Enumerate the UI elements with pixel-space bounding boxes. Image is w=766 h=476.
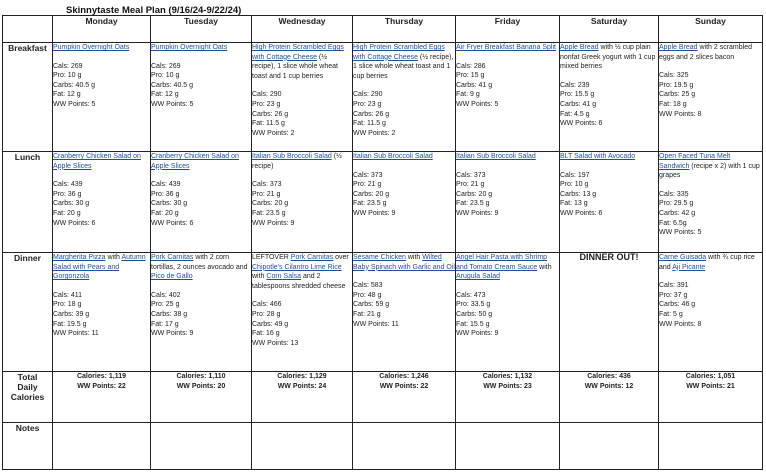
spacer: [151, 53, 251, 62]
meal-cell: [353, 152, 456, 253]
notes-cell[interactable]: [560, 423, 659, 470]
protein-value: Pro: 15 g: [456, 72, 485, 80]
total-ww-points: WW Points: 22: [379, 383, 429, 390]
spacer: [353, 272, 455, 281]
recipe-link[interactable]: Italian Sub Broccoli Salad: [353, 153, 433, 160]
calories-value: Cals: 373: [353, 171, 383, 179]
carbs-value: Carbs: 20 g: [353, 190, 390, 198]
carbs-value: Carbs: 40.5 g: [151, 81, 194, 89]
fat-value: Fat: 19.5 g: [53, 320, 87, 328]
spacer: [560, 162, 658, 171]
totals-cell: [456, 372, 560, 423]
totals-label-line: Calories: [10, 392, 45, 402]
notes-cell[interactable]: [659, 423, 763, 470]
carbs-value: Carbs: 38 g: [151, 310, 188, 318]
meal-description: [456, 43, 559, 53]
meal-cell: [151, 152, 252, 253]
calories-value: Cals: 583: [353, 282, 383, 290]
calories-value: Cals: 290: [353, 91, 383, 99]
protein-value: Pro: 21 g: [353, 181, 382, 189]
protein-value: Pro: 23 g: [252, 100, 281, 108]
row-label-notes: Notes: [3, 423, 53, 470]
meal-cell: [659, 152, 763, 253]
meal-note: LEFTOVER: [252, 254, 291, 261]
protein-value: Pro: 36 g: [151, 190, 180, 198]
calories-value: Cals: 439: [151, 181, 181, 189]
carbs-value: Carbs: 40.5 g: [53, 81, 96, 89]
fat-value: Fat: 17 g: [151, 320, 179, 328]
recipe-link[interactable]: BLT Salad with Avocado: [560, 153, 636, 160]
recipe-link[interactable]: Corn Salsa: [266, 273, 302, 281]
row-label-totals: [3, 372, 53, 423]
fat-value: Fat: 21 g: [353, 310, 381, 318]
spacer: [151, 171, 251, 180]
meal-description: [53, 253, 150, 282]
fat-value: Fat: 11.5 g: [252, 120, 285, 128]
ww-points-value: WW Points: 9: [353, 209, 396, 217]
meal-note: with 2 corn tortillas, 2 ounces avocado and: [151, 254, 248, 271]
fat-value: Fat: 6.5g: [659, 219, 687, 227]
protein-value: Pro: 15.5 g: [560, 91, 595, 99]
corner-cell: [3, 16, 53, 43]
ww-points-value: WW Points: 6: [560, 209, 603, 217]
meal-description: [456, 152, 559, 162]
recipe-link[interactable]: Cranberry Chicken Salad on Apple Slices: [151, 153, 239, 170]
recipe-link[interactable]: Chipotle's Cilantro Lime Rice: [252, 263, 342, 271]
ww-points-value: WW Points: 9: [151, 330, 194, 338]
ww-points-value: WW Points: 6: [151, 219, 194, 227]
recipe-link[interactable]: Aji Picante: [672, 263, 706, 271]
meal-description: [151, 152, 251, 171]
meal-cell: [151, 43, 252, 152]
notes-cell[interactable]: [252, 423, 353, 470]
recipe-link[interactable]: Pumpkin Overnight Oats: [53, 44, 130, 51]
carbs-value: Carbs: 49 g: [252, 320, 289, 328]
meal-description: [53, 152, 150, 171]
meal-description: [560, 152, 658, 162]
meal-cell: [252, 152, 353, 253]
meal-description: [659, 152, 762, 181]
meal-cell: [252, 253, 353, 372]
ww-points-value: WW Points: 2: [353, 129, 396, 137]
meal-note: with: [537, 263, 552, 271]
ww-points-value: WW Points: 11: [353, 320, 399, 328]
meal-description: [353, 152, 455, 162]
meal-cell: [151, 253, 252, 372]
protein-value: Pro: 36 g: [53, 190, 82, 198]
fat-value: Fat: 9 g: [456, 91, 480, 99]
spacer: [252, 81, 352, 90]
meal-cell: [560, 43, 659, 152]
day-header: Thursday: [353, 16, 456, 43]
row-label-breakfast: Breakfast: [3, 43, 53, 152]
total-calories: Calories: 1,051: [685, 373, 736, 380]
fat-value: Fat: 18 g: [659, 100, 687, 108]
calories-value: Cals: 439: [53, 181, 83, 189]
ww-points-value: WW Points: 9: [252, 219, 295, 227]
fat-value: Fat: 12 g: [53, 91, 81, 99]
meal-description: [659, 253, 762, 272]
meal-cell: [560, 253, 659, 372]
recipe-link[interactable]: Arugula Salad: [456, 273, 500, 281]
carbs-value: Carbs: 30 g: [53, 200, 90, 208]
day-header: Friday: [456, 16, 560, 43]
recipe-link[interactable]: High Protein Scrambled Eggs with Cottage Cheese: [252, 44, 344, 61]
recipe-link[interactable]: Apple Bread: [659, 44, 698, 51]
calories-value: Cals: 473: [456, 291, 486, 299]
calories-value: Cals: 466: [252, 301, 282, 309]
protein-value: Pro: 10 g: [53, 72, 82, 80]
meal-description: [252, 43, 352, 81]
recipe-link[interactable]: Italian Sub Broccoli Salad: [252, 153, 332, 160]
total-calories: Calories: 1,132: [482, 373, 533, 380]
total-ww-points: WW Points: 22: [77, 383, 126, 390]
spacer: [252, 171, 352, 180]
meal-note: with 2 scrambled eggs and 2 slices bacon: [659, 44, 752, 61]
meal-description: [659, 43, 762, 62]
carbs-value: Carbs: 26 g: [353, 110, 390, 118]
recipe-link[interactable]: Pork Carnitas: [151, 254, 194, 261]
notes-cell[interactable]: [53, 423, 151, 470]
totals-cell: [151, 372, 252, 423]
protein-value: Pro: 10 g: [560, 181, 589, 189]
totals-cell: [252, 372, 353, 423]
protein-value: Pro: 37 g: [659, 291, 688, 299]
meal-note: with: [405, 254, 423, 261]
total-calories: Calories: 1,129: [277, 373, 327, 380]
meal-note: with ½ cup plain nonfat Greek yogurt with 1 cup mixed berries: [560, 44, 656, 71]
spacer: [659, 272, 762, 281]
ww-points-value: WW Points: 8: [659, 110, 702, 118]
total-calories: Calories: 436: [587, 373, 631, 380]
protein-value: Pro: 18 g: [53, 301, 82, 309]
day-header: Wednesday: [252, 16, 353, 43]
meal-cell: [353, 253, 456, 372]
carbs-value: Carbs: 39 g: [53, 310, 90, 318]
fat-value: Fat: 23.5 g: [456, 200, 490, 208]
protein-value: Pro: 23 g: [353, 100, 382, 108]
carbs-value: Carbs: 30 g: [151, 200, 188, 208]
calories-value: Cals: 373: [252, 181, 282, 189]
recipe-link[interactable]: Carne Guisada: [659, 254, 707, 261]
recipe-link[interactable]: Pico de Gallo: [151, 273, 193, 281]
ww-points-value: WW Points: 8: [659, 320, 702, 328]
carbs-value: Carbs: 42 g: [659, 209, 696, 217]
calories-value: Cals: 239: [560, 81, 590, 89]
spacer: [659, 62, 762, 71]
ww-points-value: WW Points: 9: [456, 209, 499, 217]
meal-note: (½ recipe), 1 slice whole wheat toast and 1 cup berries: [353, 53, 454, 80]
fat-value: Fat: 12 g: [151, 91, 179, 99]
meal-description: [151, 43, 251, 53]
page-title: Skinnytaste Meal Plan (9/16/24-9/22/24): [66, 5, 242, 16]
calories-value: Cals: 269: [53, 62, 83, 70]
totals-cell: [659, 372, 763, 423]
carbs-value: Carbs: 26 g: [252, 110, 289, 118]
ww-points-value: WW Points: 6: [560, 120, 603, 128]
meal-note: and 2 tablespoons shredded cheese: [252, 273, 346, 290]
calories-value: Cals: 290: [252, 91, 282, 99]
calories-value: Cals: 269: [151, 62, 181, 70]
calories-value: Cals: 391: [659, 282, 689, 290]
fat-value: Fat: 20 g: [53, 209, 81, 217]
meal-description: [151, 253, 251, 282]
spacer: [53, 171, 150, 180]
protein-value: Pro: 19.5 g: [659, 81, 694, 89]
carbs-value: Carbs: 41 g: [560, 100, 597, 108]
meal-note: (recipe x 2) with 1 cup grapes: [659, 162, 760, 180]
recipe-link[interactable]: Pumpkin Overnight Oats: [151, 44, 228, 51]
notes-cell[interactable]: [353, 423, 456, 470]
protein-value: Pro: 21 g: [456, 181, 485, 189]
carbs-value: Carbs: 50 g: [456, 310, 493, 318]
totals-cell: [560, 372, 659, 423]
spacer: [456, 53, 559, 62]
ww-points-value: WW Points: 5: [456, 100, 499, 108]
meal-description: [252, 152, 352, 171]
day-header: Sunday: [659, 16, 763, 43]
spacer: [456, 282, 559, 291]
meal-description: [456, 253, 559, 282]
total-ww-points: WW Points: 21: [686, 383, 735, 390]
total-calories: Calories: 1,110: [176, 373, 226, 380]
meal-description: [252, 253, 352, 291]
fat-value: Fat: 4.5 g: [560, 110, 590, 118]
ww-points-value: WW Points: 9: [456, 330, 499, 338]
ww-points-value: WW Points: 13: [252, 339, 299, 347]
ww-points-value: WW Points: 5: [151, 100, 194, 108]
protein-value: Pro: 28 g: [252, 310, 281, 318]
recipe-link[interactable]: Pork Carnitas: [290, 254, 334, 261]
spacer: [659, 181, 762, 190]
carbs-value: Carbs: 59 g: [353, 301, 390, 309]
ww-points-value: WW Points: 6: [53, 219, 96, 227]
recipe-link[interactable]: Autumn Salad with Pears and Gorgonzola: [53, 254, 146, 281]
total-calories: Calories: 1,119: [76, 373, 127, 380]
day-header: Tuesday: [151, 16, 252, 43]
notes-cell[interactable]: [151, 423, 252, 470]
calories-value: Cals: 197: [560, 171, 590, 179]
ww-points-value: WW Points: 2: [252, 129, 295, 137]
notes-cell[interactable]: [456, 423, 560, 470]
carbs-value: Carbs: 46 g: [659, 301, 696, 309]
protein-value: Pro: 48 g: [353, 291, 382, 299]
spacer: [456, 162, 559, 171]
fat-value: Fat: 11.5 g: [353, 120, 386, 128]
carbs-value: Carbs: 20 g: [456, 190, 493, 198]
spacer: [53, 53, 150, 62]
total-ww-points: WW Points: 20: [176, 383, 226, 390]
meal-note: over: [333, 254, 349, 261]
day-header: Saturday: [560, 16, 659, 43]
meal-cell: [53, 253, 151, 372]
ww-points-value: WW Points: 11: [53, 330, 99, 338]
meal-cell: [456, 152, 560, 253]
lunch-row: [3, 152, 763, 253]
spacer: [53, 282, 150, 291]
totals-row: [3, 372, 763, 423]
fat-value: Fat: 15.5 g: [456, 320, 490, 328]
meal-cell: [560, 152, 659, 253]
spacer: [252, 291, 352, 300]
protein-value: Pro: 25 g: [151, 301, 180, 309]
breakfast-row: [3, 43, 763, 152]
ww-points-value: WW Points: 5: [53, 100, 96, 108]
totals-cell: [353, 372, 456, 423]
spacer: [151, 282, 251, 291]
meal-note: with: [252, 273, 267, 281]
carbs-value: Carbs: 25 g: [659, 91, 696, 99]
dinner-out-label: DINNER OUT!: [579, 252, 639, 262]
carbs-value: Carbs: 20 g: [252, 200, 289, 208]
meal-plan-table: [2, 15, 763, 470]
calories-value: Cals: 325: [659, 72, 689, 80]
header-row: [3, 16, 763, 43]
protein-value: Pro: 21 g: [252, 190, 281, 198]
calories-value: Cals: 335: [659, 190, 689, 198]
row-label-dinner: Dinner: [3, 253, 53, 372]
meal-description: [353, 43, 455, 81]
meal-cell: [252, 43, 353, 152]
meal-cell: [53, 152, 151, 253]
recipe-link[interactable]: Margherita Pizza: [53, 254, 106, 261]
fat-value: Fat: 13 g: [560, 200, 588, 208]
total-calories: Calories: 1,246: [379, 373, 429, 380]
meal-note: (½ recipe): [252, 153, 342, 170]
dinner-row: [3, 253, 763, 372]
total-ww-points: WW Points: 23: [483, 383, 532, 390]
calories-value: Cals: 286: [456, 62, 486, 70]
total-ww-points: WW Points: 24: [277, 383, 327, 390]
total-ww-points: WW Points: 12: [584, 383, 634, 390]
calories-value: Cals: 402: [151, 291, 181, 299]
spacer: [353, 162, 455, 171]
recipe-link[interactable]: Italian Sub Broccoli Salad: [456, 153, 536, 160]
recipe-link[interactable]: Wilted Baby Spinach with Garlic and Oil: [353, 254, 455, 271]
recipe-link[interactable]: High Protein Scrambled Eggs with Cottage Cheese: [353, 44, 445, 61]
meal-cell: [659, 253, 763, 372]
recipe-link[interactable]: Cranberry Chicken Salad on Apple Slices: [53, 153, 141, 170]
recipe-link[interactable]: Apple Bread: [560, 44, 599, 51]
fat-value: Fat: 23.5 g: [353, 200, 387, 208]
fat-value: Fat: 23.5 g: [252, 209, 286, 217]
meal-cell: [659, 43, 763, 152]
protein-value: Pro: 29.5 g: [659, 200, 694, 208]
fat-value: Fat: 5 g: [659, 310, 683, 318]
totals-label-line: Total: [17, 372, 38, 382]
protein-value: Pro: 10 g: [151, 72, 180, 80]
meal-description: [353, 253, 455, 272]
meal-cell: [456, 43, 560, 152]
meal-note: (½ recipe), 1 slice whole wheat toast and 1 cup berries: [252, 53, 338, 80]
meal-cell: [353, 43, 456, 152]
spacer: [353, 81, 455, 90]
meal-cell: [456, 253, 560, 372]
fat-value: Fat: 20 g: [151, 209, 179, 217]
carbs-value: Carbs: 13 g: [560, 190, 597, 198]
meal-description: [560, 43, 658, 72]
recipe-link[interactable]: Open Faced Tuna Melt Sandwich: [659, 153, 731, 170]
calories-value: Cals: 373: [456, 171, 486, 179]
meal-note: with ¾ cup rice and: [659, 254, 755, 271]
fat-value: Fat: 16 g: [252, 330, 280, 338]
recipe-link[interactable]: Sesame Chicken: [353, 254, 406, 261]
meal-note: with: [105, 254, 122, 261]
spacer: [560, 72, 658, 81]
calories-value: Cals: 411: [53, 291, 83, 299]
notes-row: [3, 423, 763, 470]
meal-cell: [53, 43, 151, 152]
totals-label-line: Daily: [17, 382, 38, 392]
ww-points-value: WW Points: 5: [659, 229, 702, 237]
protein-value: Pro: 33.5 g: [456, 301, 491, 309]
row-label-lunch: Lunch: [3, 152, 53, 253]
meal-description: [53, 43, 150, 53]
carbs-value: Carbs: 41 g: [456, 81, 493, 89]
recipe-link[interactable]: Air Fryer Breakfast Banana Split: [456, 44, 556, 51]
day-header: Monday: [53, 16, 151, 43]
recipe-link[interactable]: Angel Hair Pasta with Shrimp and Tomato Cream Sauce: [456, 254, 548, 271]
totals-cell: [53, 372, 151, 423]
